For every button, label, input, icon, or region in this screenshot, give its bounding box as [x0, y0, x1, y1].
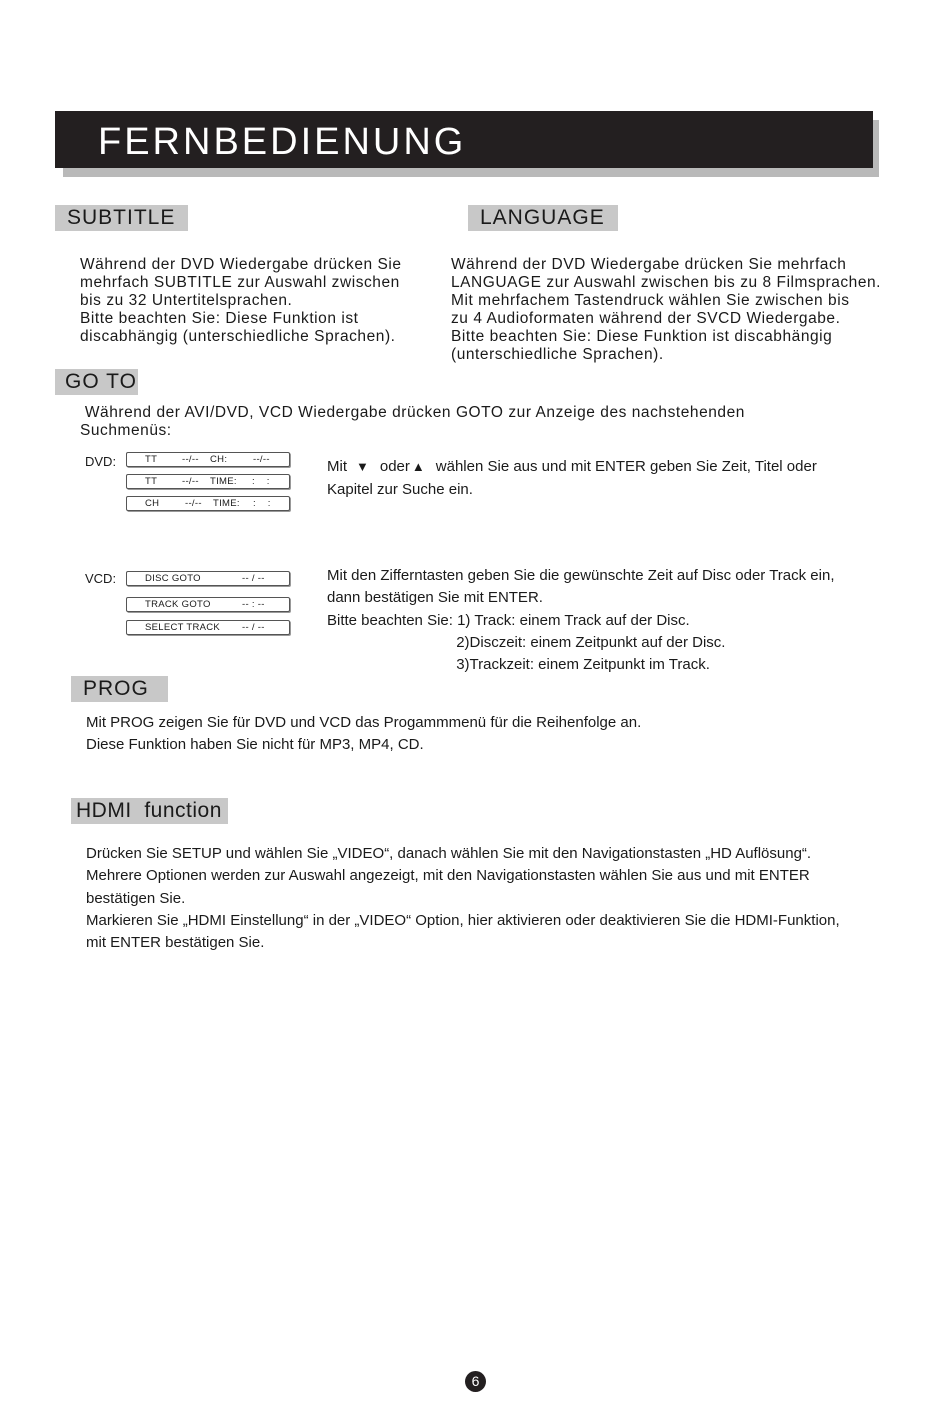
dvd-text-oder: oder — [379, 458, 410, 475]
dvd-menu-row — [126, 452, 290, 467]
dvd-row-field: TIME: — [210, 476, 237, 487]
language-heading: LANGUAGE — [468, 205, 618, 231]
dvd-label: DVD: — [85, 454, 117, 469]
vcd-menu-row — [126, 597, 290, 612]
dvd-text-mit: Mit — [327, 458, 347, 475]
page-title: FERNBEDIENUNG — [98, 121, 467, 163]
dvd-row-value: --/-- — [182, 454, 199, 465]
subtitle-text: Während der DVD Wiedergabe drücken Sie mehrfach SUBTITLE zur Auswahl zwischen bis zu 32 Untertitelsprachen. Bitte beachten Sie: Diese Funktion ist discabhängig (unterschiedliche Sprachen). — [80, 256, 402, 345]
vcd-instruction: Mit den Zifferntasten geben Sie die gewünschte Zeit auf Disc oder Track ein, dann bestätigen Sie mit ENTER. Bitte beachten Sie: 1) Track: einem Track auf der Disc. 2)Disczeit: einem Zeitpunkt auf der Disc. 3)Trackzeit: einem Zeitpunkt im Track. — [327, 567, 835, 674]
dvd-row-value: --/-- — [185, 498, 202, 509]
dvd-row-field: CH: — [210, 454, 228, 465]
dvd-row-value: --/-- — [182, 476, 199, 487]
vcd-row-field: SELECT TRACK — [145, 622, 221, 633]
dvd-menu-row — [126, 496, 290, 511]
dvd-text-rest: wählen Sie aus und mit ENTER geben Sie Zeit, Titel oder — [435, 458, 817, 475]
page-number: 6 — [465, 1371, 486, 1392]
down-arrow-icon: ▼ — [356, 459, 369, 474]
goto-heading: GO TO — [55, 369, 138, 395]
dvd-row-value: : : — [252, 476, 270, 487]
dvd-row-field: TT — [145, 476, 158, 487]
dvd-row-field: TIME: — [213, 498, 240, 509]
vcd-row-field: TRACK GOTO — [145, 599, 211, 610]
up-arrow-icon: ▲ — [411, 459, 425, 474]
dvd-instruction-line1 — [327, 456, 817, 478]
dvd-row-field: CH — [145, 498, 160, 509]
prog-text: Mit PROG zeigen Sie für DVD und VCD das Progammmenü für die Reihenfolge an. Diese Funktion haben Sie nicht für MP3, MP4, CD. — [86, 714, 642, 754]
dvd-menu-row — [126, 474, 290, 489]
hdmi-heading: HDMI function — [71, 798, 228, 824]
subtitle-heading: SUBTITLE — [55, 205, 188, 231]
vcd-menu-row — [126, 620, 290, 635]
prog-heading: PROG — [71, 676, 168, 702]
dvd-row-field: TT — [145, 454, 158, 465]
dvd-row-value: : : — [253, 498, 271, 509]
language-text: Während der DVD Wiedergabe drücken Sie mehrfach LANGUAGE zur Auswahl zwischen bis zu 8 Filmsprachen. Mit mehrfachem Tastendruck wählen Sie zwischen bis zu 4 Audioformaten während der SVCD Wiedergabe. Bitte beachten Sie: Diese Funktion ist discabhängig (unterschiedliche Sprachen). — [451, 256, 882, 363]
vcd-row-value: -- / -- — [242, 622, 265, 633]
hdmi-text: Drücken Sie SETUP und wählen Sie „VIDEO“, danach wählen Sie mit den Navigationstasten „HD Auflösung“. Mehrere Optionen werden zur Auswahl angezeigt, mit den Navigationstasten wählen Sie aus und mit ENTER bestätigen Sie. Markieren Sie „HDMI Einstellung“ in der „VIDEO“ Option, hier aktivieren oder deaktivieren Sie die HDMI-Funktion, mit ENTER bestätigen Sie. — [86, 845, 840, 952]
dvd-row-value: --/-- — [253, 454, 270, 465]
vcd-menu-row — [126, 571, 290, 586]
dvd-instruction-line2: Kapitel zur Suche ein. — [327, 481, 473, 498]
vcd-row-value: -- : -- — [242, 599, 265, 610]
goto-intro: Während der AVI/DVD, VCD Wiedergabe drücken GOTO zur Anzeige des nachstehenden Suchmenüs: — [80, 404, 745, 439]
vcd-row-value: -- / -- — [242, 573, 265, 584]
vcd-label: VCD: — [85, 571, 117, 586]
vcd-row-field: DISC GOTO — [145, 573, 201, 584]
